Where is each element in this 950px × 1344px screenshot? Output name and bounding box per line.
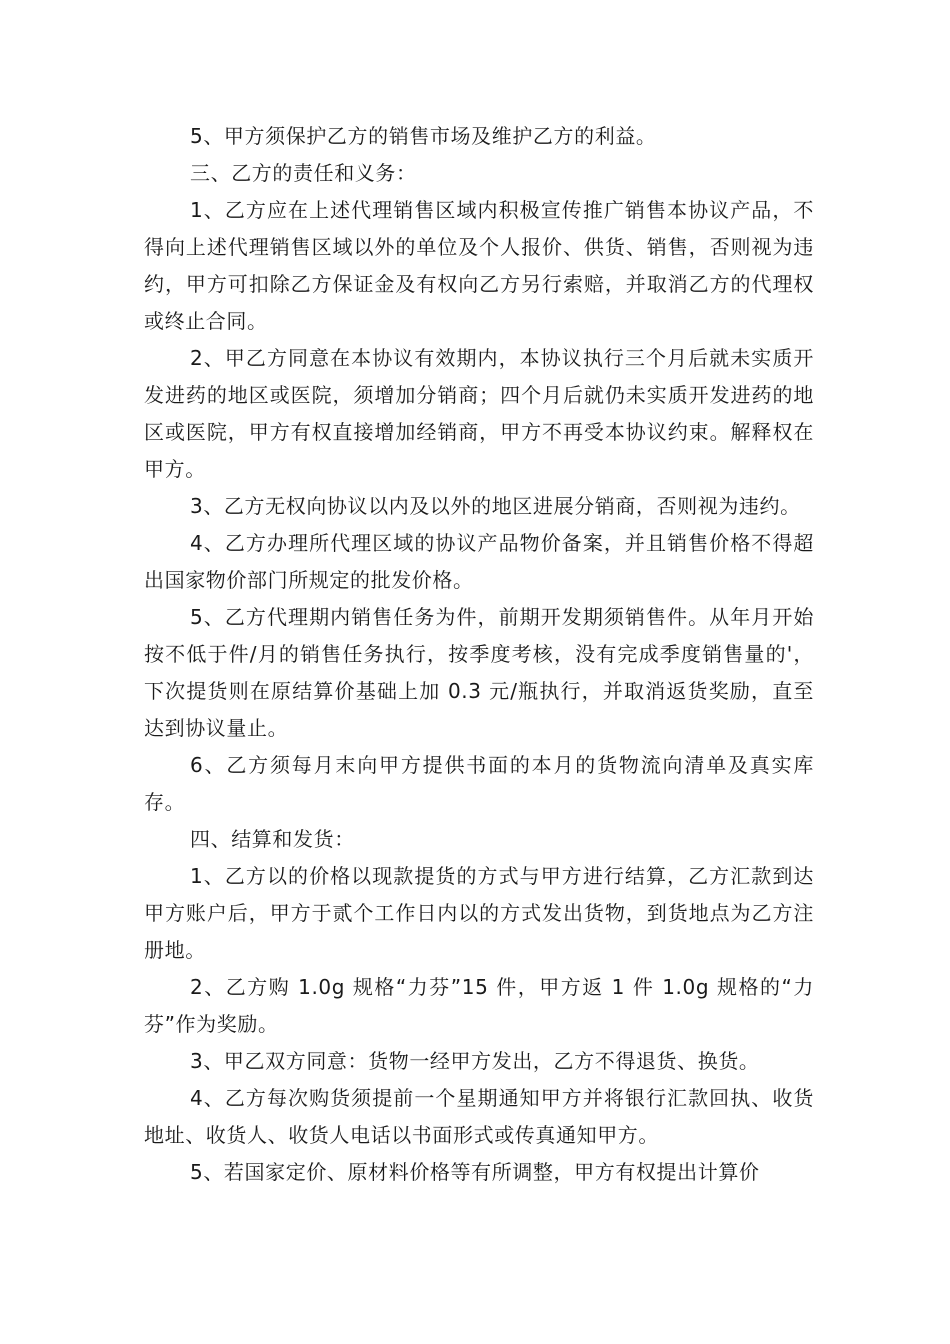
document-body: [144, 118, 814, 1191]
paragraph-b-clause-4: 4、乙方办理所代理区域的协议产品物价备案，并且销售价格不得超出国家物价部门所规定的批发价格。: [144, 531, 814, 592]
paragraph-b-clause-2: 2、甲乙方同意在本协议有效期内，本协议执行三个月后就未实质开发进药的地区或医院，须增加分销商；四个月后就仍未实质开发进药的地区或医院，甲方有权直接增加经销商，甲方不再受本协议约束。解释权在甲方。: [144, 346, 814, 481]
paragraph-b-clause-5: 5、乙方代理期内销售任务为件，前期开发期须销售件。从年月开始按不低于件/月的销售任务执行，按季度考核，没有完成季度销售量的'，下次提货则在原结算价基础上加 0.3 元/瓶执行，并取消返货奖励，直至达到协议量止。: [144, 605, 814, 740]
paragraph-settlement-clause-4: 4、乙方每次购货须提前一个星期通知甲方并将银行汇款回执、收货地址、收货人、收货人电话以书面形式或传真通知甲方。: [144, 1086, 814, 1147]
paragraph-b-clause-1: 1、乙方应在上述代理销售区域内积极宣传推广销售本协议产品，不得向上述代理销售区域以外的单位及个人报价、供货、销售，否则视为违约，甲方可扣除乙方保证金及有权向乙方另行索赔，并取消乙方的代理权或终止合同。: [144, 198, 814, 333]
paragraph-b-clause-6: 6、乙方须每月末向甲方提供书面的本月的货物流向清单及真实库存。: [144, 753, 814, 814]
paragraph-settlement-clause-3: 3、甲乙双方同意：货物一经甲方发出，乙方不得退货、换货。: [190, 1049, 760, 1073]
section-heading-party-b-duties: 三、乙方的责任和义务：: [190, 161, 417, 185]
paragraph-settlement-clause-1: 1、乙方以的价格以现款提货的方式与甲方进行结算，乙方汇款到达甲方账户后，甲方于贰个工作日内以的方式发出货物，到货地点为乙方注册地。: [144, 864, 814, 962]
paragraph-party-a-protect-market: 5、甲方须保护乙方的销售市场及维护乙方的利益。: [190, 124, 657, 148]
paragraph-settlement-clause-2: 2、乙方购 1.0g 规格“力芬”15 件，甲方返 1 件 1.0g 规格的“力芬”作为奖励。: [144, 975, 814, 1036]
paragraph-b-clause-3: 3、乙方无权向协议以内及以外的地区进展分销商，否则视为违约。: [190, 494, 801, 518]
paragraph-settlement-clause-5: 5、若国家定价、原材料价格等有所调整，甲方有权提出计算价: [190, 1160, 760, 1184]
section-heading-settlement: 四、结算和发货：: [190, 827, 355, 851]
